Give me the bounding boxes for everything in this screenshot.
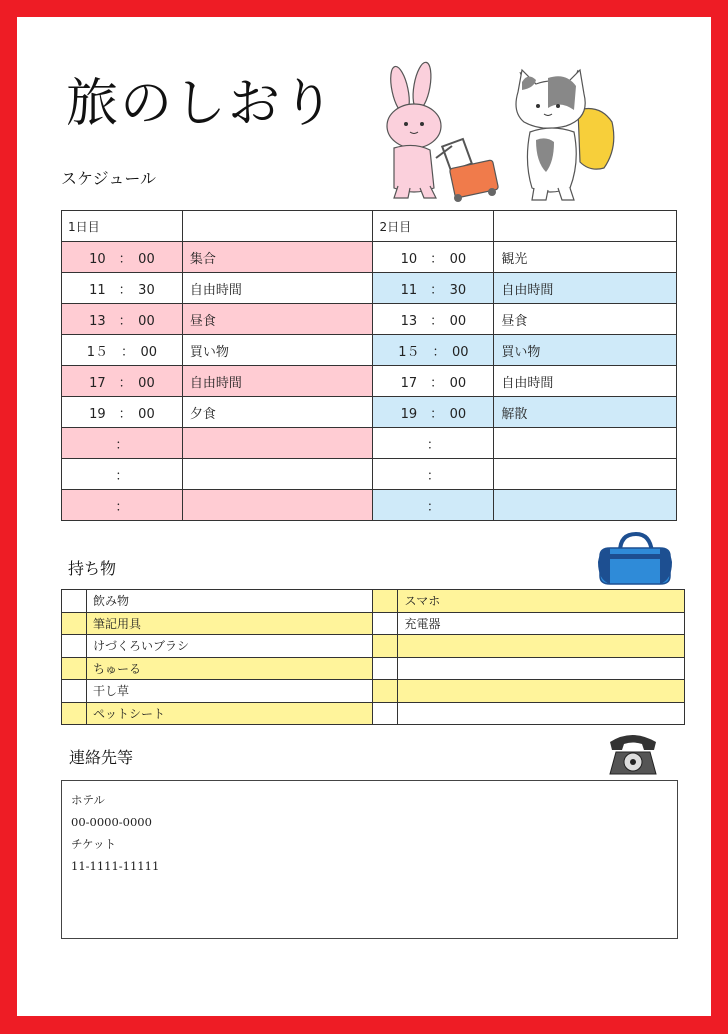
contacts-box <box>61 780 678 939</box>
day2-time: ： <box>373 459 494 490</box>
checkbox-cell[interactable] <box>62 590 87 613</box>
checkbox-cell[interactable] <box>62 612 87 635</box>
day1-time: 17 ： 00 <box>62 366 183 397</box>
checkbox-cell[interactable] <box>373 635 398 658</box>
schedule-row <box>62 428 677 459</box>
schedule-row <box>62 304 677 335</box>
day2-time: 10 ： 00 <box>373 242 494 273</box>
item-name: 筆記用具 <box>86 612 373 635</box>
day2-header-blank <box>494 211 677 242</box>
day1-time: ： <box>62 490 183 521</box>
day1-activity <box>182 428 373 459</box>
day1-activity <box>182 490 373 521</box>
schedule-row <box>62 397 677 428</box>
item-name <box>398 702 685 725</box>
item-name: 充電器 <box>398 612 685 635</box>
schedule-row <box>62 335 677 366</box>
checkbox-cell[interactable] <box>62 680 87 703</box>
day2-time: ： <box>373 428 494 459</box>
day1-time: 10 ： 00 <box>62 242 183 273</box>
rabbit-with-suitcase-illustration <box>372 60 512 205</box>
checkbox-cell[interactable] <box>62 635 87 658</box>
day1-time: 11 ： 30 <box>62 273 183 304</box>
checkbox-cell[interactable] <box>373 590 398 613</box>
item-name: スマホ <box>398 590 685 613</box>
item-name <box>398 657 685 680</box>
belongings-row <box>62 612 685 635</box>
contact-line: 11-1111-11111 <box>71 859 160 873</box>
schedule-row <box>62 490 677 521</box>
belongings-row <box>62 702 685 725</box>
day2-activity: 買い物 <box>494 335 677 366</box>
day2-activity <box>494 459 677 490</box>
day1-time: 19 ： 00 <box>62 397 183 428</box>
checkbox-cell[interactable] <box>373 680 398 703</box>
contact-line: チケット <box>71 837 116 851</box>
cat-with-backpack-illustration <box>508 62 623 204</box>
item-name: ちゅーる <box>86 657 373 680</box>
day1-time: 1５ ： 00 <box>62 335 183 366</box>
item-name <box>398 680 685 703</box>
day1-time: ： <box>62 459 183 490</box>
page-title: 旅のしおり <box>66 74 337 134</box>
schedule-row <box>62 366 677 397</box>
schedule-header-row <box>62 211 677 242</box>
day2-time: 11 ： 30 <box>373 273 494 304</box>
checkbox-cell[interactable] <box>62 702 87 725</box>
day2-activity: 観光 <box>494 242 677 273</box>
belongings-row <box>62 635 685 658</box>
day2-time: 1５ ： 00 <box>373 335 494 366</box>
item-name: 干し草 <box>86 680 373 703</box>
checkbox-cell[interactable] <box>373 657 398 680</box>
item-name: けづくろいブラシ <box>86 635 373 658</box>
day1-header: 1日目 <box>62 211 183 242</box>
day2-time: 19 ： 00 <box>373 397 494 428</box>
item-name: 飲み物 <box>86 590 373 613</box>
belongings-label: 持ち物 <box>68 559 117 578</box>
day2-activity: 解散 <box>494 397 677 428</box>
day2-activity: 自由時間 <box>494 366 677 397</box>
day2-time: 17 ： 00 <box>373 366 494 397</box>
belongings-table <box>61 589 685 725</box>
duffel-bag-icon <box>594 532 676 588</box>
day1-activity: 自由時間 <box>182 273 373 304</box>
schedule-row <box>62 242 677 273</box>
day1-header-blank <box>182 211 373 242</box>
schedule-row <box>62 459 677 490</box>
day2-header: 2日目 <box>373 211 494 242</box>
day2-activity <box>494 490 677 521</box>
day1-time: ： <box>62 428 183 459</box>
day2-activity <box>494 428 677 459</box>
checkbox-cell[interactable] <box>373 702 398 725</box>
day2-time: ： <box>373 490 494 521</box>
day2-activity: 自由時間 <box>494 273 677 304</box>
contacts-label: 連絡先等 <box>69 748 134 767</box>
schedule-row <box>62 273 677 304</box>
day1-activity: 自由時間 <box>182 366 373 397</box>
day1-activity: 昼食 <box>182 304 373 335</box>
item-name <box>398 635 685 658</box>
checkbox-cell[interactable] <box>62 657 87 680</box>
item-name: ペットシート <box>86 702 373 725</box>
day1-activity <box>182 459 373 490</box>
day2-activity: 昼食 <box>494 304 677 335</box>
belongings-row <box>62 590 685 613</box>
belongings-row <box>62 680 685 703</box>
contact-line: 00-0000-0000 <box>71 815 152 829</box>
day1-activity: 夕食 <box>182 397 373 428</box>
belongings-row <box>62 657 685 680</box>
day1-activity: 買い物 <box>182 335 373 366</box>
contact-line: ホテル <box>71 793 105 807</box>
telephone-icon <box>606 730 660 778</box>
day1-time: 13 ： 00 <box>62 304 183 335</box>
schedule-table <box>61 210 677 521</box>
schedule-label: スケジュール <box>61 169 157 188</box>
day2-time: 13 ： 00 <box>373 304 494 335</box>
day1-activity: 集合 <box>182 242 373 273</box>
checkbox-cell[interactable] <box>373 612 398 635</box>
